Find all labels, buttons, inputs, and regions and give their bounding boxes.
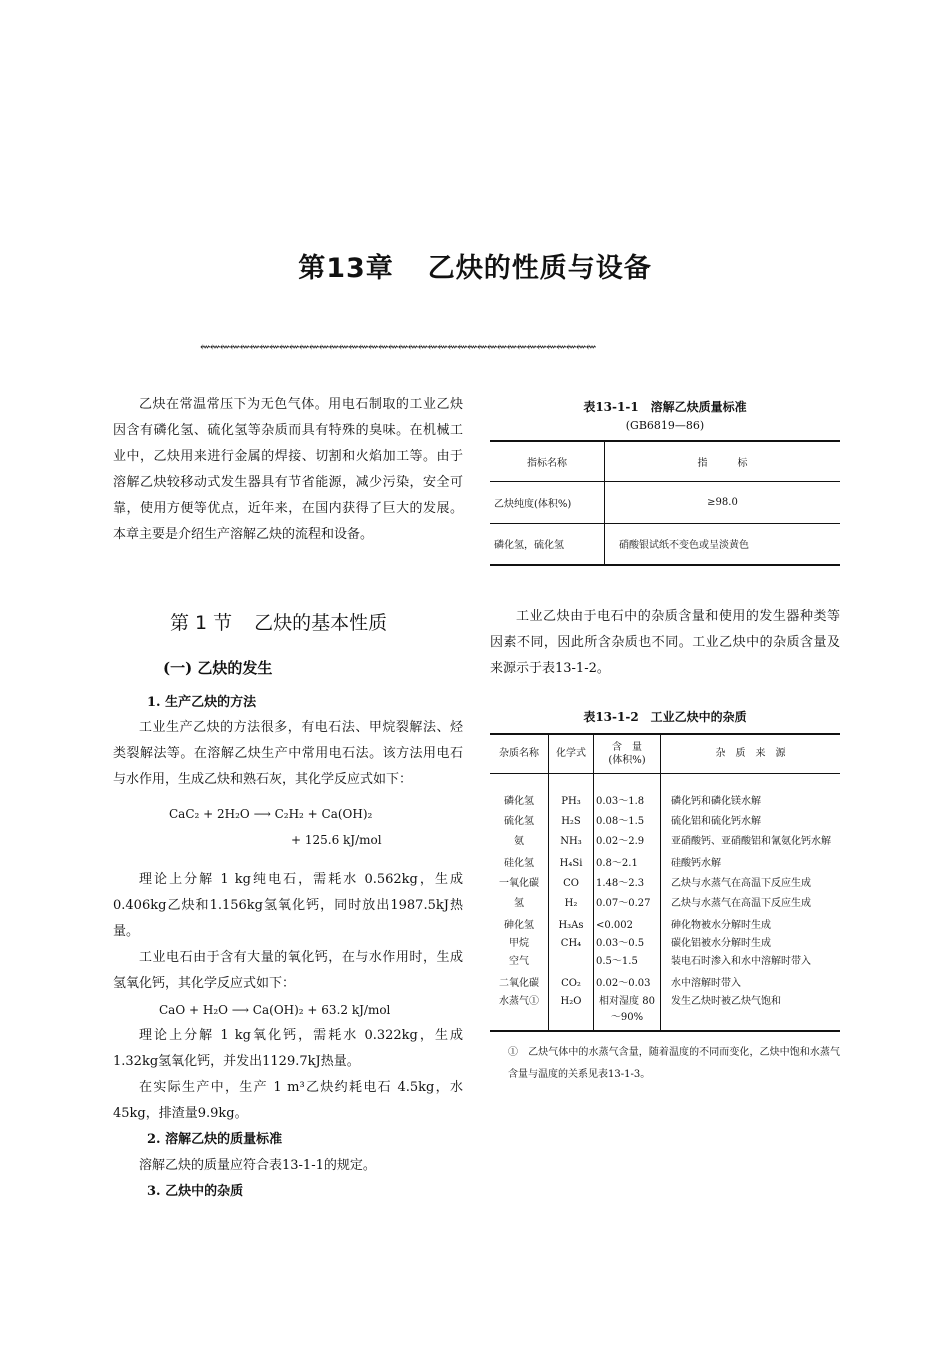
table2-cell: 1.48～2.3 [594,872,661,892]
table2-header-source: 杂 质 来 源 [661,734,841,774]
item1-title: 1. 生产乙炔的方法 [147,695,257,710]
table2-cell: 水蒸气① [490,992,549,1031]
table2-cell: 相对湿度 80～90% [594,992,661,1031]
table2-cell: 磷化氢 [490,774,549,811]
item2-title: 2. 溶解乙炔的质量标准 [147,1132,283,1147]
table2-cell: 氢 [490,892,549,912]
table2-cell: 0.02～2.9 [594,830,661,850]
item1-paragraph-3: 工业电石由于含有大量的氧化钙，在与水作用时，生成氢氧化钙，其化学反应式如下： [113,950,463,991]
table2-cell: H₃As [549,912,594,934]
table1-cell: ≥98.0 [605,481,841,523]
table1-header-name: 指标名称 [490,441,605,481]
table2-header-formula: 化学式 [549,734,594,774]
table2-cell: 二氧化碳 [490,970,549,992]
table-row [490,830,840,850]
table2-cell: CH₄ [549,934,594,952]
table-row [490,912,840,934]
table2-cell: 空气 [490,952,549,970]
chapter-title [0,246,950,285]
equation-2: CaO + H₂O ⟶ Ca(OH)₂ + 63.2 kJ/mol [159,1003,391,1017]
table2-cell: 0.08～1.5 [594,810,661,830]
table-row [490,892,840,912]
table2-cell [549,952,594,970]
table2-cell: 甲烷 [490,934,549,952]
table2-cell: 0.03～0.5 [594,934,661,952]
right-paragraph: 工业乙炔由于电石中的杂质含量和使用的发生器种类等因素不同，因此所含杂质也不同。工业乙炔中的杂质含量及来源示于表13-1-2。 [490,609,840,676]
item2-paragraph: 溶解乙炔的质量应符合表13-1-1的规定。 [139,1158,376,1173]
table2-cell: 0.5～1.5 [594,952,661,970]
table2-cell: H₂ [549,892,594,912]
table2-cell: 乙炔与水蒸气在高温下反应生成 [671,878,811,889]
table2-cell: 0.03～1.8 [594,774,661,811]
table1-cell: 硝酸银试纸不变色或呈淡黄色 [619,540,749,552]
table-header-row [490,734,840,774]
table1-header-value: 指 标 [605,441,841,481]
table2-cell: H₂S [549,810,594,830]
chapter-number: 第13章 [298,253,394,284]
subsection-title: (一) 乙炔的发生 [163,659,273,677]
table2-cell: H₄Si [549,850,594,872]
table2-cell: 硅化氢 [490,850,549,872]
table-row [490,952,840,970]
table1-block [490,398,840,566]
table2-cell: 装电石时渗入和水中溶解时带入 [671,956,811,967]
table2-header-content-unit: (体积%) [608,755,646,766]
intro-block [113,392,463,548]
table2-cell: 砷化氢 [490,912,549,934]
table1 [490,440,840,566]
table1-cell: 磷化氢，硫化氢 [490,523,605,565]
table-row [490,970,840,992]
equation-1-line-2: + 125.6 kJ/mol [291,833,382,847]
equation-1-line-1: CaC₂ + 2H₂O ⟶ C₂H₂ + Ca(OH)₂ [169,807,373,821]
chapter-name: 乙炔的性质与设备 [427,253,652,284]
table2-caption: 表13-1-2 工业乙炔中的杂质 [583,710,747,724]
table2-footnote: ① 乙炔气体中的水蒸气含量，随着温度的不同而变化，乙炔中饱和水蒸气含量与温度的关系见表13-1-3。 [508,1047,840,1080]
table2-cell: 磷化钙和磷化镁水解 [671,796,761,807]
table2-cell: 发生乙炔时被乙炔气饱和 [671,996,781,1007]
table2-cell: NH₃ [549,830,594,850]
table2-cell: 0.07～0.27 [594,892,661,912]
table2-cell: 氨 [490,830,549,850]
table-row [490,810,840,830]
table2-cell: CO₂ [549,970,594,992]
table2-cell: <0.002 [594,912,661,934]
table2-block [490,708,840,1086]
table2 [490,733,840,1032]
item3-title: 3. 乙炔中的杂质 [147,1184,244,1199]
table2-cell: CO [549,872,594,892]
table2-cell: 硫化氢 [490,810,549,830]
table1-cell: 乙炔纯度(体积%) [490,481,605,523]
table2-cell: 砷化物被水分解时生成 [671,920,771,931]
table-row [490,872,840,892]
item1-paragraph-4: 理论上分解 1 kg氧化钙，需耗水 0.322kg，生成1.32kg氢氧化钙，并发出1129.7kJ热量。 [113,1028,463,1069]
table-row [490,992,840,1031]
table2-cell: 乙炔与水蒸气在高温下反应生成 [671,898,811,909]
ornament-divider: ⇜⇜⇜⇜⇜⇜⇜⇜⇜⇜⇜⇜⇜⇜⇜⇜⇜⇜⇜⇜⇜⇜⇜⇜⇜⇜⇜⇜⇜⇜⇜⇜⇜⇜⇜⇜⇜⇜⇜⇜ [200,341,596,355]
section-title [170,608,387,635]
table-header-row [490,441,840,481]
section-number: 第 1 节 [170,612,233,634]
item1-paragraph-5: 在实际生产中，生产 1 m³乙炔约耗电石 4.5kg，水45kg，排渣量9.9kg。 [113,1080,463,1121]
table1-caption: 表13-1-1 溶解乙炔质量标准 [583,400,747,414]
table2-cell: 0.02～0.03 [594,970,661,992]
left-body [113,691,463,1205]
table2-cell: 水中溶解时带入 [671,978,741,989]
table2-header-name: 杂质名称 [490,734,549,774]
table-row [490,481,840,523]
table-row [490,934,840,952]
table1-subcaption: (GB6819—86) [625,419,705,432]
table2-cell: H₂O [549,992,594,1031]
section-name: 乙炔的基本性质 [254,612,388,634]
table2-cell: 硅酸钙水解 [671,858,721,869]
table-row [490,850,840,872]
table-row [490,523,840,565]
table2-cell: 0.8～2.1 [594,850,661,872]
item1-paragraph: 工业生产乙炔的方法很多，有电石法、甲烷裂解法、烃类裂解法等。在溶解乙炔生产中常用电石法。该方法用电石与水作用，生成乙炔和熟石灰，其化学反应式如下： [113,720,463,787]
table-row [490,774,840,811]
table2-cell: 硫化铝和硫化钙水解 [671,816,761,827]
item1-paragraph-2: 理论上分解 1 kg纯电石，需耗水 0.562kg，生成0.406kg乙炔和1.156kg氢氧化钙，同时放出1987.5kJ热量。 [113,872,463,939]
table2-header-content [594,734,661,774]
table2-header-content-label: 含 量 [612,742,642,753]
table2-cell: 亚硝酸钙、亚硝酸铝和氰氨化钙水解 [671,836,831,847]
intro-paragraph: 乙炔在常温常压下为无色气体。用电石制取的工业乙炔因含有磷化氢、硫化氢等杂质而具有特殊的臭味。在机械工业中，乙炔用来进行金属的焊接、切割和火焰加工等。由于溶解乙炔较移动式发生器具有节省能源，减少污染，安全可靠，使用方便等优点，近年来，在国内获得了巨大的发展。本章主要是介绍生产溶解乙炔的流程和设备。 [113,397,463,542]
table2-cell: 碳化铝被水分解时生成 [671,938,771,949]
table2-cell: PH₃ [549,774,594,811]
table2-cell: 一氧化碳 [490,872,549,892]
right-text-block [490,604,840,682]
